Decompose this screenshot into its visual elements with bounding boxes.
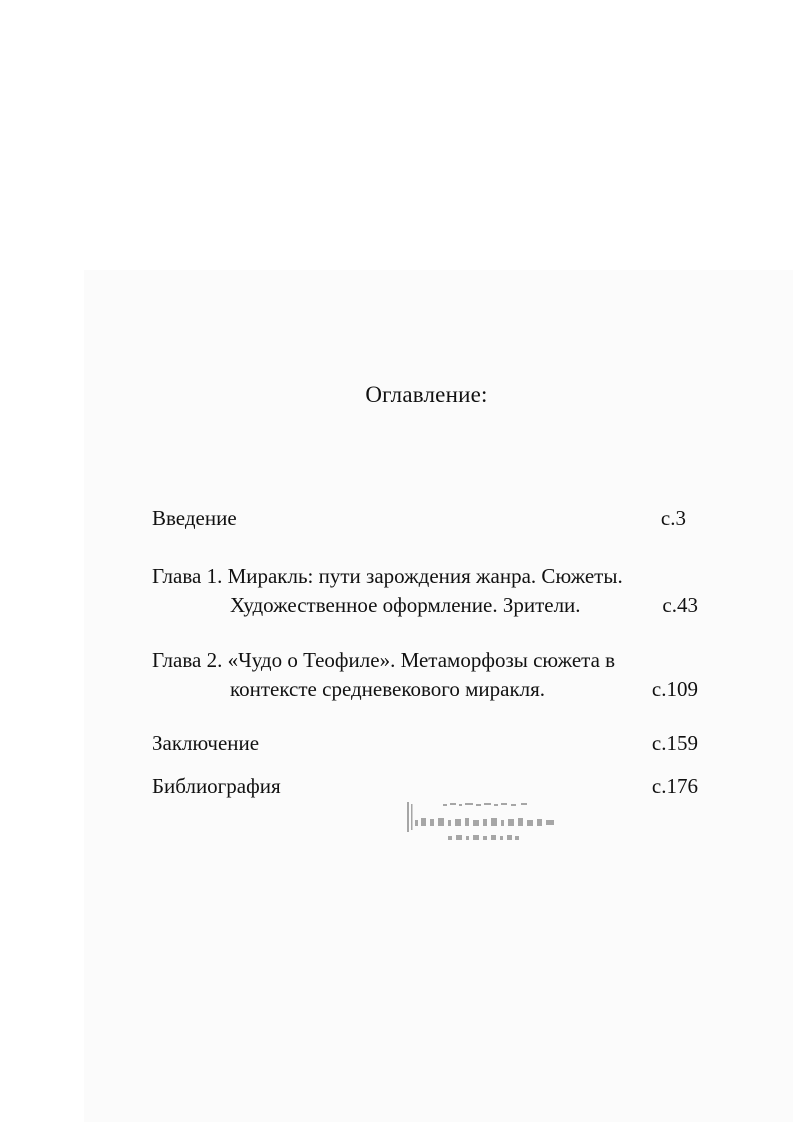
toc-entry-chapter-1 — [152, 562, 698, 620]
toc-line — [152, 772, 698, 801]
toc-label-chapter-2-line-2: контексте средневекового миракля. — [230, 677, 546, 701]
toc-label-chapter-1-line-2: Художественное оформление. Зрители. — [230, 593, 581, 617]
toc-entry-bibliography — [152, 772, 698, 801]
toc-page-introduction: с.3 — [660, 506, 686, 530]
toc-line — [152, 591, 698, 620]
page-title: Оглавление: — [365, 382, 488, 407]
toc-line — [152, 729, 698, 758]
toc-label-chapter-1-line-1: Глава 1. Миракль: пути зарождения жанра. Сюжеты. — [152, 564, 623, 588]
toc-page-bibliography: с.176 — [651, 774, 698, 798]
toc-page-conclusion: с.159 — [651, 731, 698, 755]
toc-page-chapter-2: с.109 — [651, 677, 698, 701]
toc-label-introduction: Введение — [152, 506, 237, 530]
library-stamp — [403, 800, 563, 850]
toc-line — [152, 504, 698, 533]
toc-page-chapter-1: с.43 — [662, 593, 698, 617]
toc-label-bibliography: Библиография — [152, 774, 281, 798]
toc-entry-conclusion — [152, 729, 698, 758]
toc-line — [152, 675, 698, 704]
toc-entry-chapter-2 — [152, 646, 698, 704]
toc-entry-introduction — [152, 504, 698, 533]
toc-line — [152, 562, 698, 591]
toc-label-conclusion: Заключение — [152, 731, 260, 755]
toc-line — [152, 646, 698, 675]
toc-label-chapter-2-line-1: Глава 2. «Чудо о Теофиле». Метаморфозы сюжета в — [152, 648, 616, 672]
